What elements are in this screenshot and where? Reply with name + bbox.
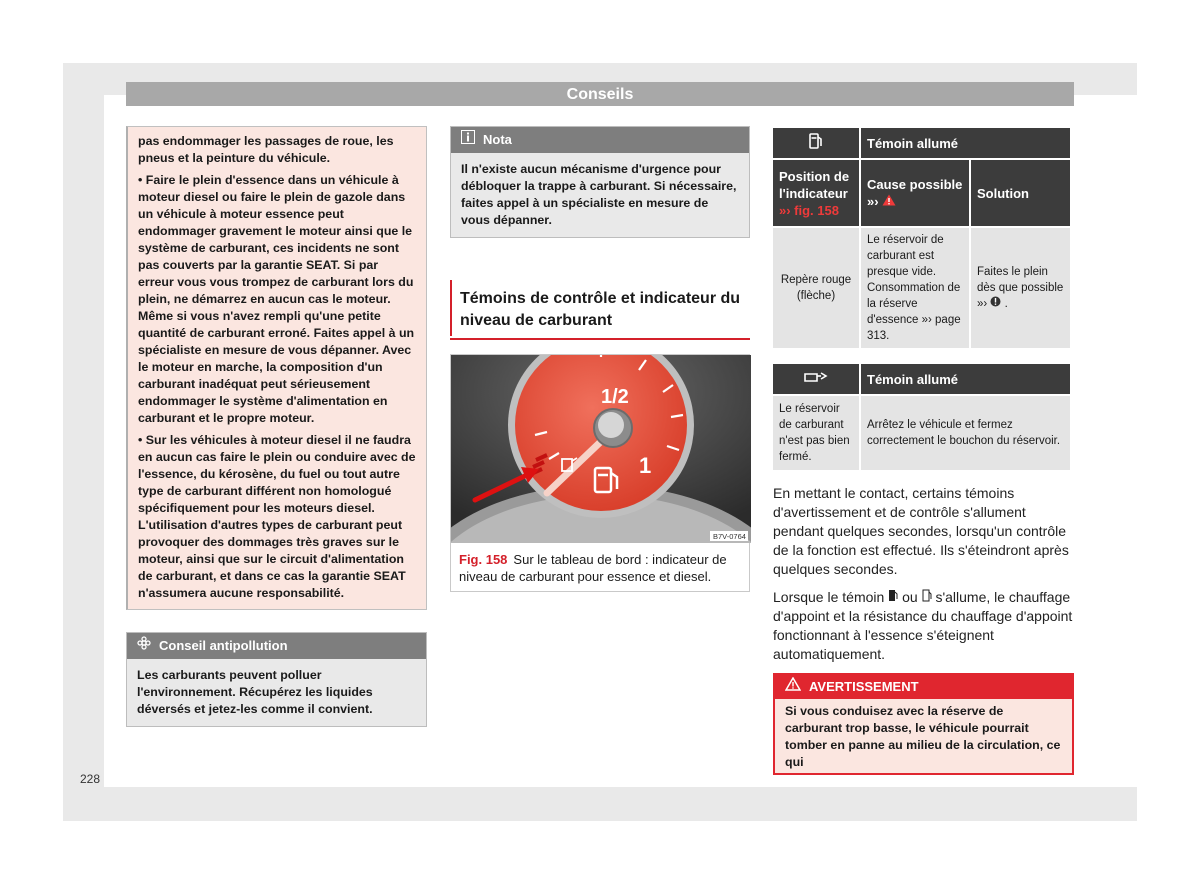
body-paragraph: En mettant le contact, certains témoins d'avertissement et de contrôle s'allument pendant quelques secondes, lorsqu'un contrôle de la fonction est effectué. Ils s'éteindront après quelques secondes.	[773, 485, 1069, 577]
para-text: Lorsque le témoin	[773, 589, 885, 605]
table2-row-right: Arrêtez le véhicule et fermez correctement le bouchon du réservoir.	[861, 396, 1070, 470]
warning-paragraph: pas endommager les passages de roue, les pneus et la peinture du véhicule.	[138, 134, 394, 165]
cause-header-text: Cause possible	[867, 177, 963, 192]
alert-header	[775, 675, 1072, 699]
eco-tip-text: Les carburants peuvent polluer l'environnement. Récupérez les liquides déversés et jetez-les comme il convient.	[127, 659, 426, 726]
fuel-pump-outline-icon	[922, 589, 932, 605]
fuel-pump-icon	[808, 138, 824, 153]
warning-triangle-icon	[882, 194, 896, 209]
eco-tip-box	[126, 632, 427, 727]
table1-row-position: Repère rouge (flèche)	[773, 228, 859, 348]
fuel-gauge-image	[451, 355, 751, 543]
figure-code: B7V-0764	[713, 532, 746, 541]
left-column	[126, 126, 427, 727]
warning-alert-box	[773, 673, 1074, 775]
section-heading: Témoins de contrôle et indicateur du niveau de carburant	[450, 280, 750, 336]
section-header: Conseils	[126, 82, 1074, 106]
fig-ref-link[interactable]: »› fig. 158	[779, 202, 839, 218]
para-text: ou	[902, 589, 918, 605]
table2-icon-cell	[773, 364, 859, 394]
gauge-half-label: 1/2	[601, 386, 629, 408]
table1-header: Témoin allumé	[861, 128, 1070, 158]
table1-row-solution: Faites le plein dès que possible »› .	[971, 228, 1070, 348]
warning-triangle-icon	[785, 675, 801, 699]
flower-icon	[137, 633, 151, 659]
body-text	[773, 484, 1074, 664]
heading-underline	[450, 338, 750, 340]
table1-col-cause	[861, 160, 969, 226]
table1-col-position	[773, 160, 859, 226]
warning-continuation-box	[126, 126, 427, 610]
alert-text: Si vous conduisez avec la réserve de carburant trop basse, le véhicule pourrait tomber en panne au milieu de la circulation, ce qui	[775, 699, 1072, 773]
note-header	[451, 127, 749, 153]
cause-ref-link[interactable]: »›	[867, 194, 879, 209]
eco-tip-header	[127, 633, 426, 659]
section-heading-block	[450, 280, 750, 340]
figure-caption	[451, 543, 749, 591]
note-title: Nota	[483, 132, 512, 147]
fuel-pump-icon	[888, 589, 898, 605]
figure-number: Fig. 158	[459, 552, 508, 567]
figure-158	[450, 354, 750, 592]
table1-col-solution: Solution	[971, 160, 1070, 226]
table2-header: Témoin allumé	[861, 364, 1070, 394]
solution-text: Faites le plein dès que possible »›	[977, 266, 1064, 310]
warning-paragraph: • Faire le plein d'essence dans un véhicule à moteur diesel ou faire le plein de gazole dans un véhicule à moteur essence peut endommager gravement le moteur ainsi que le système de carburant, ces incidents ne sont pas couverts par la garantie SEAT. Si par erreur vous vous trompez de carburant lors du plein, ne démarrez en aucun cas le moteur. Même si vous n'avez rempli qu'une petite quantité de carburant erroné. Faites appel à un spécialiste en mesure de vous dépanner. Avec le moteur en marche, la composition d'un carburant inadéquat peut sérieusement endommager le système d'alimentation en carburant et le propre moteur.	[138, 173, 415, 425]
note-box	[450, 126, 750, 238]
warning-paragraph: • Sur les véhicules à moteur diesel il ne faudra en aucun cas faire le plein ou conduire avec de l'essence, du kérosène, du fuel ou tout autre type de carburant différent non homologué spécifiquement pour les moteurs diesel. L'utilisation d'autres types de carburant peut provoquer des dommages très graves sur le moteur, ainsi que sur le circuit d'alimentation de carburant, et dans ce cas la garantie SEAT n'assumera aucune responsabilité.	[138, 433, 416, 600]
eco-tip-title: Conseil antipollution	[159, 638, 288, 653]
warning-light-table-1	[771, 126, 1072, 350]
table2-row-left: Le réservoir de carburant n'est pas bien fermé.	[773, 396, 859, 470]
note-text: Il n'existe aucun mécanisme d'urgence pour débloquer la trappe à carburant. Si nécessaire, faites appel à un spécialiste en mesure de vous dépanner.	[451, 153, 749, 237]
para-text: s'allume, le chauffage d'appoint et la résistance du chauffage d'appoint fonctionnant à l'essence s'éteignent automatiquement.	[773, 589, 1073, 662]
middle-column	[450, 126, 750, 592]
alert-title: AVERTISSEMENT	[809, 679, 919, 694]
table1-icon-cell	[773, 128, 859, 158]
table1-row-cause: Le réservoir de carburant est presque vide. Consommation de la réserve d'essence »› page 313.	[861, 228, 969, 348]
fuel-cap-icon	[803, 372, 829, 387]
position-header-text: Position de l'indicateur	[779, 168, 850, 201]
info-icon	[461, 127, 475, 153]
gauge-full-label: 1	[639, 453, 652, 478]
warning-light-table-2	[771, 362, 1072, 472]
exclamation-circle-icon	[990, 298, 1004, 310]
figure-caption-text: Sur le tableau de bord : indicateur de niveau de carburant pour essence et diesel.	[459, 552, 727, 584]
body-paragraph	[773, 588, 1074, 664]
page-number: 228	[80, 772, 101, 786]
right-column	[773, 126, 1074, 775]
